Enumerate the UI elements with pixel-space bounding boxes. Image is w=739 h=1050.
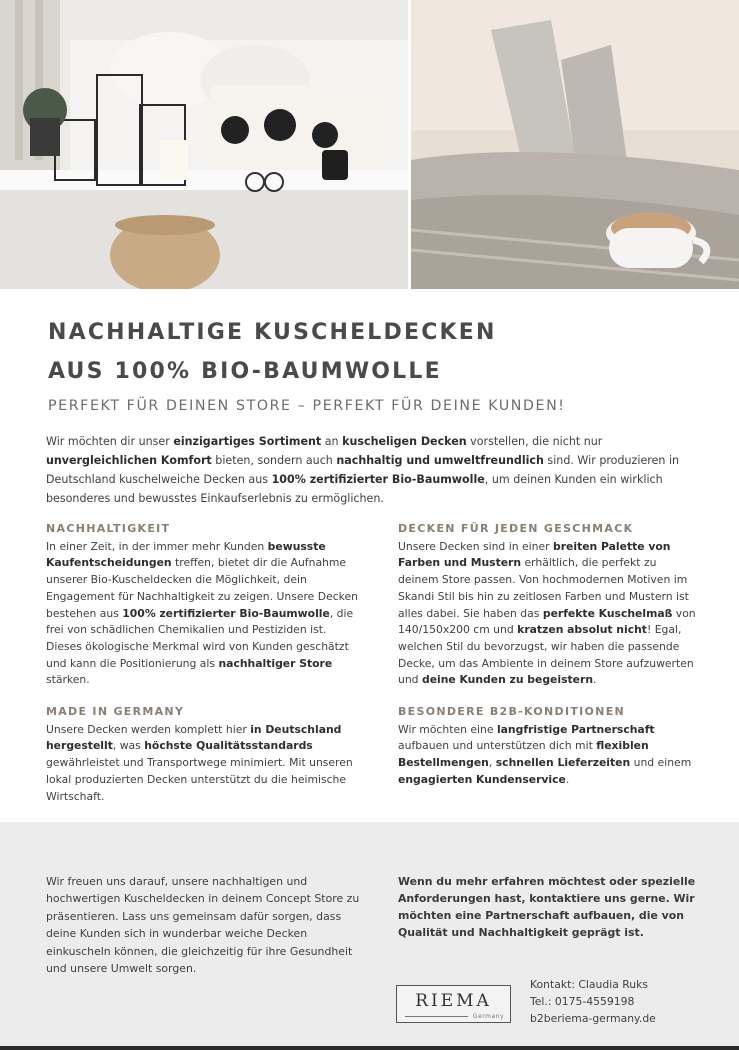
left-column xyxy=(46,521,364,820)
emphasis-text: breiten Palette von Farben und Mustern xyxy=(398,539,671,570)
contact-phone[interactable]: Tel.: 0175-4559198 xyxy=(530,995,635,1008)
body-text: ! Egal, welchen Stil du bevorzugst, wir haben die passende Decke, um das Ambiente in deinem Store aufzuwerten und xyxy=(398,623,694,687)
socks-coffee-photo xyxy=(411,0,739,289)
section-body xyxy=(398,539,698,689)
section-body xyxy=(46,722,364,806)
body-text: sind. Wir produzieren in Deutschland kuschelweiche Decken aus xyxy=(46,454,680,486)
body-text: bieten, sondern auch xyxy=(211,454,337,467)
emphasis-text: schnellen Lieferzeiten xyxy=(495,756,631,770)
contact-name: Kontakt: Claudia Ruks xyxy=(530,978,649,991)
contact-block xyxy=(530,976,720,1027)
section-title: NACHHALTIGKEIT xyxy=(46,522,171,535)
emphasis-text: kratzen absolut nicht xyxy=(517,623,647,637)
body-text: , die frei von schädlichen Chemikalien und Pestiziden ist. Dieses ökologische Merkmal wird von Kunden geschätzt und kann die Positionierung als xyxy=(46,606,354,670)
section-made-in-germany xyxy=(46,704,364,805)
emphasis-text: nachhaltiger Store xyxy=(218,656,333,670)
intro-paragraph xyxy=(46,432,698,508)
emphasis-text: perfekte Kuschelmaß xyxy=(542,606,673,620)
body-text: von 140/150x200 cm und xyxy=(398,606,696,637)
emphasis-text: nachhaltig und umweltfreundlich xyxy=(336,454,544,467)
section-b2b-konditionen xyxy=(398,704,698,789)
logo-subtext: Germany xyxy=(472,1013,504,1020)
title-line-1: NACHHALTIGE KUSCHELDECKEN xyxy=(48,320,497,345)
contact-website-link[interactable]: b2beriema-germany.de xyxy=(530,1012,656,1025)
body-text: und einem xyxy=(630,756,692,770)
page-subtitle: PERFEKT FÜR DEINEN STORE – PERFEKT FÜR DEINE KUNDEN! xyxy=(48,398,566,414)
emphasis-text: langfristige Partnerschaft xyxy=(496,722,655,736)
title-line-2: AUS 100% BIO-BAUMWOLLE xyxy=(48,359,442,384)
body-text: gewährleistet und Transportwege minimiert. Mit unseren lokal produzierten Decken unterstützt du die heimische Wirtschaft. xyxy=(46,756,353,803)
living-room-photo xyxy=(0,0,408,289)
body-text: , was xyxy=(112,739,145,753)
riema-logo xyxy=(396,985,511,1023)
section-title: BESONDERE B2B-KONDITIONEN xyxy=(398,705,626,719)
body-text: stärken. xyxy=(46,673,90,687)
emphasis-text: bewusste Kaufentscheidungen xyxy=(46,539,326,570)
logo-wordmark: RIEMA xyxy=(415,991,492,1011)
body-text: an xyxy=(321,435,343,448)
footer-divider xyxy=(0,1046,739,1050)
body-text: aufbauen und unterstützen dich mit xyxy=(398,739,597,753)
section-nachhaltigkeit xyxy=(46,521,364,689)
logo-rule xyxy=(405,1016,468,1017)
body-text: vorstellen, die nicht nur xyxy=(466,435,603,448)
emphasis-text: unvergleichlichen Komfort xyxy=(46,454,212,467)
body-text: , xyxy=(488,756,496,770)
section-title: MADE IN GERMANY xyxy=(46,705,185,719)
emphasis-text: engagierten Kundenservice xyxy=(398,772,566,786)
section-body xyxy=(398,722,698,789)
body-text: Wir möchten eine xyxy=(398,722,497,736)
emphasis-text: in Deutschland hergestellt xyxy=(46,722,342,753)
emphasis-text: höchste Qualitätsstandards xyxy=(144,739,313,753)
body-text: Unsere Decken sind in einer xyxy=(398,539,553,553)
emphasis-text: deine Kunden zu begeistern xyxy=(421,673,594,687)
body-text: treffen, bietet dir die Aufnahme unserer Bio-Kuscheldecken die Möglichkeit, dein Engagement für Nachhaltigkeit zu zeigen. Unsere Decken bestehen aus xyxy=(46,556,358,620)
page-title xyxy=(48,313,688,391)
body-text: Unsere Decken werden komplett hier xyxy=(46,722,251,736)
emphasis-text: einzigartiges Sortiment xyxy=(173,435,322,448)
emphasis-text: kuscheligen Decken xyxy=(342,435,467,448)
body-text: , um deinen Kunden ein wirklich besonderes und bewusstes Einkaufserlebnis zu ermöglichen. xyxy=(46,473,663,505)
body-text: . xyxy=(593,673,597,687)
emphasis-text: flexiblen Bestellmengen xyxy=(398,739,649,770)
body-text: . xyxy=(565,772,570,786)
section-body xyxy=(46,539,364,689)
call-to-action: Wenn du mehr erfahren möchtest oder spezielle Anforderungen hast, kontaktiere uns gerne. Wir möchten eine Partnerschaft aufbauen, die von Qualität und Nachhaltigkeit geprägt ist. xyxy=(398,875,696,939)
header-photos xyxy=(0,0,739,289)
body-text: Wir möchten dir unser xyxy=(46,435,174,448)
body-text: In einer Zeit, in der immer mehr Kunden xyxy=(46,539,268,553)
outro-paragraph: Wir freuen uns darauf, unsere nachhaltigen und hochwertigen Kuscheldecken in deinem Concept Store zu präsentieren. Lass uns gemeinsam dafür sorgen, dass deine Kunden sich in wunderbar weiche Decken einkuscheln können, die gleichzeitig für ihre Gesundheit und unsere Umwelt sorgen. xyxy=(46,875,360,976)
section-title: DECKEN FÜR JEDEN GESCHMACK xyxy=(398,522,634,535)
right-column xyxy=(398,521,698,804)
emphasis-text: 100% zertifizierter Bio-Baumwolle xyxy=(271,473,485,486)
body-text: erhältlich, die perfekt zu deinem Store passen. Von hochmodernen Motiven im Skandi Stil bis hin zu zeitlosen Farben und Mustern ist alles dabei. Sie haben das xyxy=(398,556,689,620)
section-decken-fuer-jeden-geschmack xyxy=(398,521,698,689)
emphasis-text: 100% zertifizierter Bio-Baumwolle xyxy=(122,606,330,620)
